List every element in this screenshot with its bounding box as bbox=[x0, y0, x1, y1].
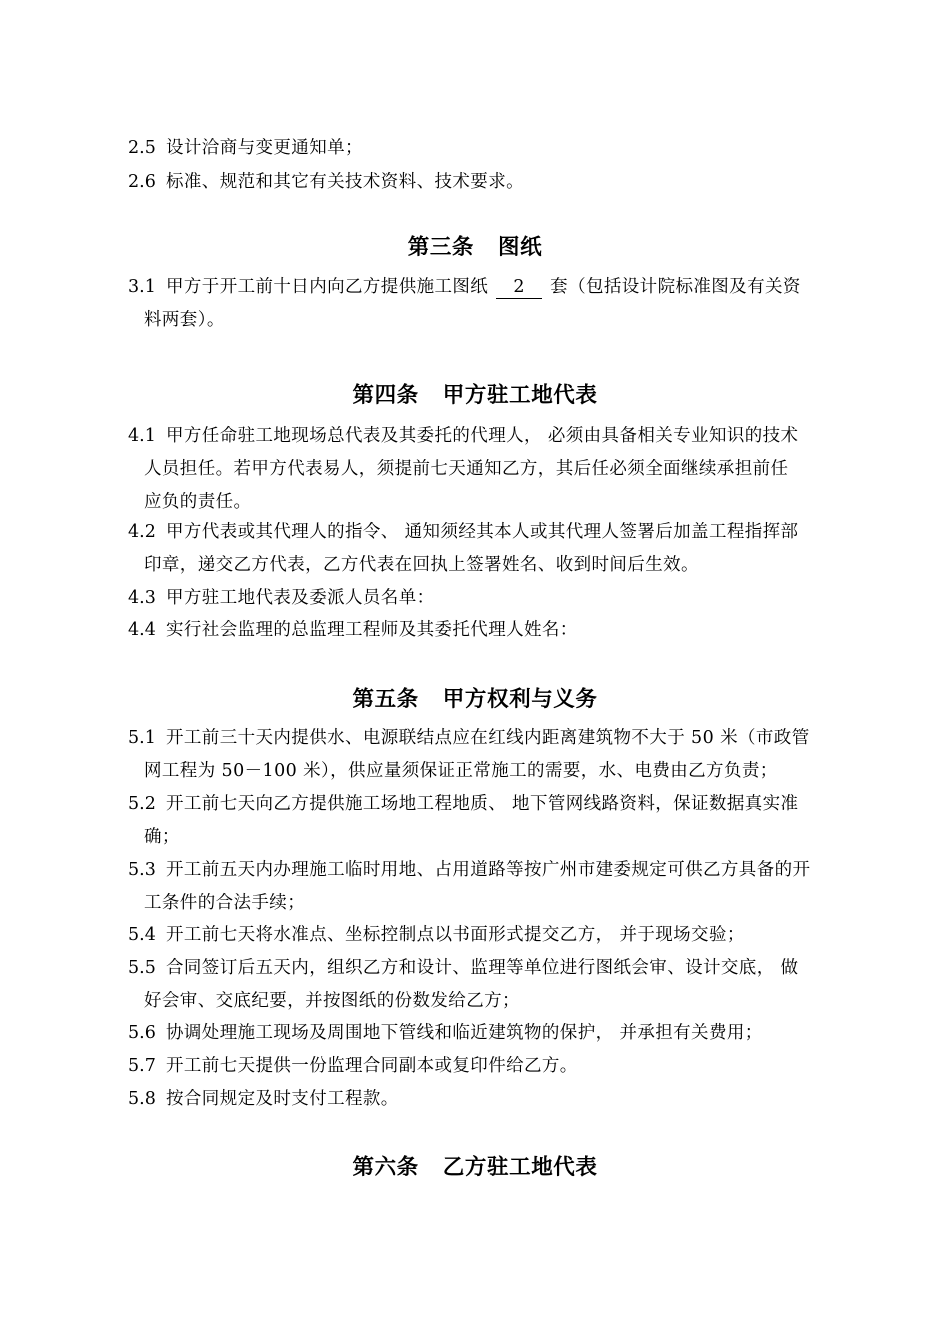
clause-number: 4.1 bbox=[128, 426, 156, 446]
section-title: 图纸 bbox=[498, 235, 543, 260]
clause-continuation: 料两套）。 bbox=[144, 310, 225, 330]
clause-5-4 bbox=[128, 919, 858, 952]
clause-4-4 bbox=[128, 614, 858, 647]
clause-number: 5.7 bbox=[128, 1056, 156, 1076]
section-3-heading bbox=[0, 233, 950, 263]
clause-4-2 bbox=[128, 516, 858, 582]
drawing-sets-blank: 2 bbox=[496, 276, 542, 299]
clause-text: 开工前五天内办理施工临时用地、占用道路等按广州市建委规定可供乙方具备的开 bbox=[166, 860, 811, 880]
clause-continuation: 应负的责任。 bbox=[144, 492, 252, 512]
clause-text: 甲方于开工前十日内向乙方提供施工图纸 bbox=[166, 277, 489, 297]
clause-5-6 bbox=[128, 1017, 858, 1050]
clause-2-5 bbox=[128, 132, 858, 165]
clause-number: 3.1 bbox=[128, 277, 156, 297]
section-6-heading bbox=[0, 1153, 950, 1183]
clause-text-after: 套（包括设计院标准图及有关资 bbox=[550, 277, 801, 297]
clause-number: 5.6 bbox=[128, 1023, 156, 1043]
clause-text: 开工前七天提供一份监理合同副本或复印件给乙方。 bbox=[166, 1056, 578, 1076]
clause-continuation: 好会审、交底纪要，并按图纸的份数发给乙方； bbox=[144, 991, 520, 1011]
clause-number: 4.2 bbox=[128, 522, 156, 542]
clause-text: 标准、规范和其它有关技术资料、技术要求。 bbox=[166, 172, 524, 192]
clause-text: 设计洽商与变更通知单； bbox=[166, 138, 363, 158]
clause-number: 2.6 bbox=[128, 172, 156, 192]
clause-continuation: 网工程为 50－100 米），供应量须保证正常施工的需要，水、电费由乙方负责； bbox=[144, 761, 778, 781]
clause-5-1 bbox=[128, 722, 858, 788]
clause-5-8 bbox=[128, 1083, 858, 1116]
section-5-heading bbox=[0, 685, 950, 715]
section-4-heading bbox=[0, 381, 950, 411]
clause-5-3 bbox=[128, 854, 858, 920]
clause-5-7 bbox=[128, 1050, 858, 1083]
clause-4-1 bbox=[128, 420, 858, 519]
section-number: 第四条 bbox=[352, 383, 419, 408]
clause-continuation: 印章，递交乙方代表，乙方代表在回执上签署姓名、收到时间后生效。 bbox=[144, 555, 699, 575]
clause-continuation: 确； bbox=[144, 827, 180, 847]
clause-text: 开工前三十天内提供水、电源联结点应在红线内距离建筑物不大于 50 米（市政管 bbox=[166, 728, 810, 748]
clause-number: 5.2 bbox=[128, 794, 156, 814]
clause-number: 4.4 bbox=[128, 620, 156, 640]
clause-text: 开工前七天向乙方提供施工场地工程地质、 地下管网线路资料，保证数据真实准 bbox=[166, 794, 799, 814]
clause-3-1 bbox=[128, 271, 858, 337]
clause-continuation: 人员担任。若甲方代表易人，须提前七天通知乙方，其后任必须全面继续承担前任 bbox=[144, 459, 789, 479]
clause-text: 开工前七天将水准点、坐标控制点以书面形式提交乙方， 并于现场交验； bbox=[166, 925, 745, 945]
clause-number: 5.3 bbox=[128, 860, 156, 880]
clause-2-6 bbox=[128, 166, 858, 199]
clause-number: 5.1 bbox=[128, 728, 156, 748]
clause-number: 5.8 bbox=[128, 1089, 156, 1109]
clause-text: 甲方任命驻工地现场总代表及其委托的代理人， 必须由具备相关专业知识的技术 bbox=[166, 426, 799, 446]
clause-text: 协调处理施工现场及周围地下管线和临近建筑物的保护， 并承担有关费用； bbox=[166, 1023, 763, 1043]
section-title: 乙方驻工地代表 bbox=[442, 1155, 598, 1180]
clause-continuation: 工条件的合法手续； bbox=[144, 893, 306, 913]
clause-4-3 bbox=[128, 582, 858, 615]
clause-text: 甲方驻工地代表及委派人员名单： bbox=[166, 588, 435, 608]
clause-number: 4.3 bbox=[128, 588, 156, 608]
clause-text: 实行社会监理的总监理工程师及其委托代理人姓名： bbox=[166, 620, 578, 640]
clause-text: 按合同规定及时支付工程款。 bbox=[166, 1089, 399, 1109]
section-title: 甲方权利与义务 bbox=[442, 687, 598, 712]
section-number: 第六条 bbox=[352, 1155, 419, 1180]
section-title: 甲方驻工地代表 bbox=[442, 383, 598, 408]
clause-text: 合同签订后五天内，组织乙方和设计、监理等单位进行图纸会审、设计交底， 做 bbox=[166, 958, 799, 978]
clause-number: 5.5 bbox=[128, 958, 156, 978]
clause-number: 2.5 bbox=[128, 138, 156, 158]
clause-number: 5.4 bbox=[128, 925, 156, 945]
clause-text: 甲方代表或其代理人的指令、 通知须经其本人或其代理人签署后加盖工程指挥部 bbox=[166, 522, 799, 542]
clause-5-2 bbox=[128, 788, 858, 854]
clause-5-5 bbox=[128, 952, 858, 1018]
section-number: 第三条 bbox=[407, 235, 475, 260]
section-number: 第五条 bbox=[352, 687, 419, 712]
